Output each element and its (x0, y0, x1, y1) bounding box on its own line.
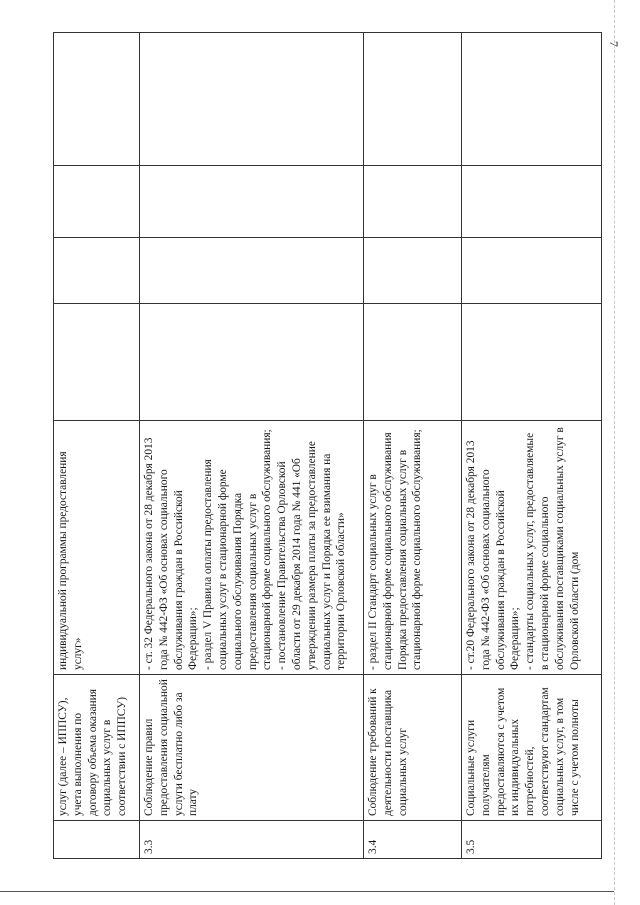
empty-cell (54, 33, 140, 166)
row-number: 3.5 (462, 821, 602, 859)
empty-cell (364, 166, 462, 238)
scan-edge-line (614, 0, 616, 905)
empty-cell (462, 304, 602, 421)
empty-cell (140, 304, 364, 421)
scan-bottom-line (0, 891, 614, 892)
table-row (54, 33, 140, 859)
row-number (54, 821, 140, 859)
row-number: 3.3 (140, 821, 364, 859)
empty-cell (364, 238, 462, 304)
criterion-cell: Социальные услуги получателям предоставляются с учетом их индивидуальных потребностей, соответствуют стандартам социальных услуг, в том числе с учетом полноты (462, 675, 602, 821)
table-row (364, 33, 462, 859)
legal-basis-cell: индивидуальной программы предоставления услуг» (54, 421, 140, 675)
empty-cell (462, 166, 602, 238)
legal-basis-cell: - ст.20 Федерального закона от 28 декабря 2013 года № 442-ФЗ «Об основах социального обслуживания граждан в Российской Федерации»; - стандарты социальных услуг, предоставляемые в стационарной форме социального обслуживания поставщиками социальных услуг в Орловской области (дом (462, 421, 602, 675)
empty-cell (462, 33, 602, 166)
criterion-cell: Соблюдение правил предоставления социальной услуги бесплатно либо за плату (140, 675, 364, 821)
table-row (140, 33, 364, 859)
empty-cell (364, 33, 462, 166)
empty-cell (54, 238, 140, 304)
inspection-criteria-table (53, 32, 602, 859)
empty-cell (364, 304, 462, 421)
rotated-page (53, 33, 601, 859)
criterion-cell: Соблюдение требований к деятельности поставщика социальных услуг (364, 675, 462, 821)
row-number: 3.4 (364, 821, 462, 859)
page-number: 7 (607, 41, 621, 47)
empty-cell (462, 238, 602, 304)
criterion-cell: услуг (далее – ИППСУ), учета выполнения по договору объема оказания социальных услуг в соответствии с ИППСУ) (54, 675, 140, 821)
empty-cell (140, 33, 364, 166)
legal-basis-cell: - ст. 32 Федерального закона от 28 декабря 2013 года № 442-ФЗ «Об основах социального обслуживания граждан в Российской Федерации»; - раздел V Правила оплаты предоставления социальных услуг в стационарной форме социального обслуживания Порядка предоставления социальных услуг в стационарной форме социального обслуживания; - постановление Правительства Орловской области от 29 декабря 2014 года № 441 «Об утверждении размера платы за предоставление социальных услуг и Порядка ее взимания на территории Орловской области» (140, 421, 364, 675)
empty-cell (54, 166, 140, 238)
empty-cell (54, 304, 140, 421)
empty-cell (140, 166, 364, 238)
empty-cell (140, 238, 364, 304)
table-row (462, 33, 602, 859)
legal-basis-cell: - раздел II Стандарт социальных услуг в стационарной форме социального обслуживания Порядка предоставления социальных услуг в стационарной форме социального обслуживания; (364, 421, 462, 675)
